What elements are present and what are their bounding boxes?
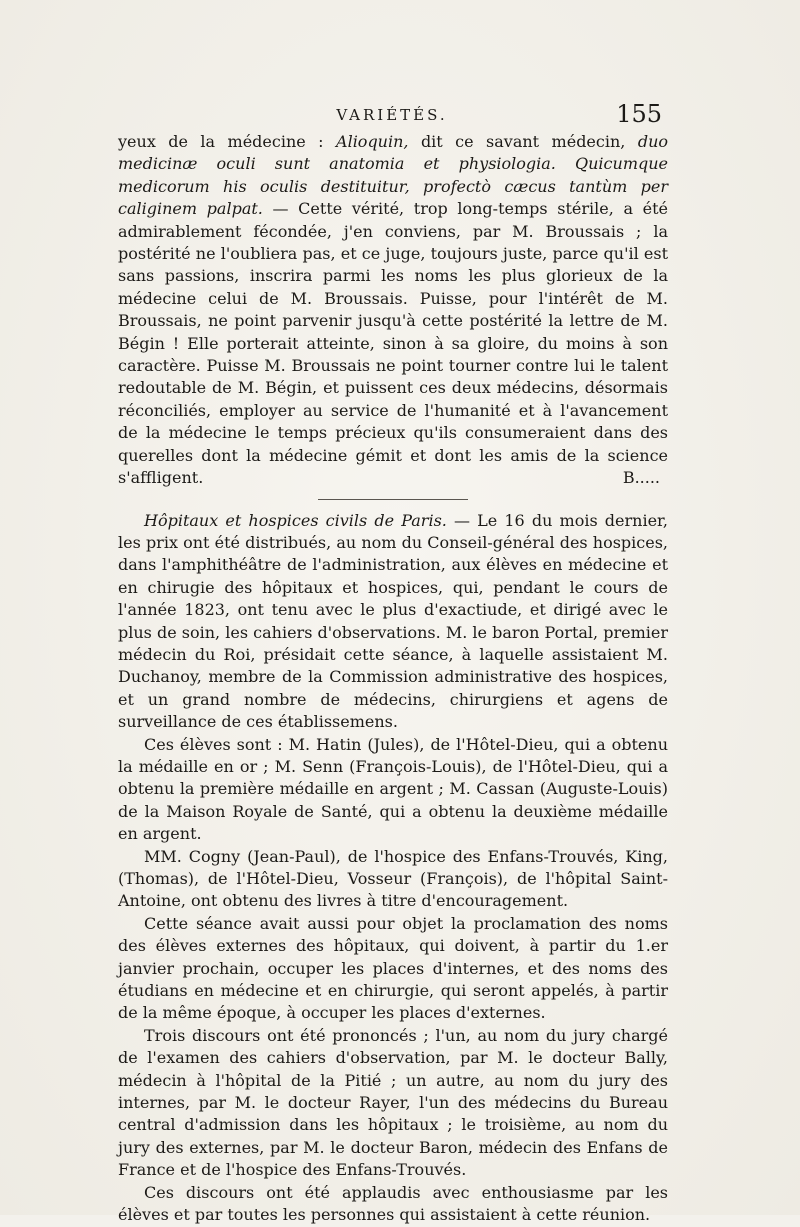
paragraph: MM. Cogny (Jean-Paul), de l'hospice des Enfans-Trouvés, King, (Thomas), de l'Hôtel-Dieu, Vosseur (François), de l'hôpital Saint-Antoine, ont obtenu des livres à titre d'encouragement. bbox=[118, 846, 668, 911]
text-run: — Le 16 du mois dernier, les prix ont été distribués, au nom du Conseil-général des hospices, dans l'amphithéâtre de l'administration, aux élèves en médecine et en chirugie des hôpitaux et hospices, qui, pendant le cours de l'année 1823, ont tenu avec le plus d'exactiude, et dirigé avec le plus de soin, les cahiers d'observations. M. le baron Portal, premier médecin du Roi, présidait cette séance, à laquelle assistaient M. Duchanoy, membre de la Commission administrative des hospices, et un grand nombre de médecins, chirurgiens et agens de surveillance de ces établissemens. bbox=[118, 510, 669, 732]
latin-quote: duo medicinæ oculi sunt anatomia et physiologia. Quicumque medicorum his oculis destituitur, profectò cæcus tantùm per caliginem palpat. bbox=[118, 132, 669, 219]
paragraph bbox=[118, 510, 668, 734]
paragraph-continuation bbox=[118, 131, 668, 490]
text-run: — Cette vérité, trop long-temps stérile, a été admirablement fécondée, j'en conviens, par M. Broussais ; la postérité ne l'oubliera pas, et ce juge, toujours juste, parce qu'il est sans passions, inscrira parmi les noms les plus glorieux de la médecine celui de M. Broussais. Puisse, pour l'intérêt de M. Broussais, ne point parvenir jusqu'à cette postérité la lettre de M. Bégin ! Elle porterait atteinte, sinon à sa gloire, du moins à son caractère. Puisse M. Broussais ne point tourner contre lui le talent redoutable de M. Bégin, et puissent ces deux médecins, désormais réconciliés, employer au service de l'humanité et à l'avancement de la médecine le temps précieux qu'ils consumeraient dans des querelles dont la médecine gémit et dont les amis de la science s'affligent. bbox=[118, 199, 668, 488]
text-run: yeux de la médecine : bbox=[118, 132, 337, 151]
paragraph: Cette séance avait aussi pour objet la proclamation des noms des élèves externes des hôpitaux, qui doivent, à partir du 1.er janvier prochain, occuper les places d'internes, et des noms des étudians en médecine et en chirurgie, qui seront appelés, à partir de la même époque, à occuper les places d'externes. bbox=[118, 913, 668, 1023]
text-run: dit ce savant médecin, bbox=[408, 132, 638, 151]
section-separator bbox=[118, 490, 668, 510]
running-head: VARIÉTÉS. bbox=[336, 106, 448, 124]
latin-quote: Alioquin, bbox=[336, 132, 409, 151]
page-number: 155 bbox=[616, 100, 662, 128]
separator-rule bbox=[318, 499, 468, 500]
paragraph: Trois discours ont été prononcés ; l'un, au nom du jury chargé de l'examen des cahiers d'observation, par M. le docteur Bally, médecin à l'hôpital de la Pitié ; un autre, au nom du jury des internes, par M. le docteur Rayer, l'un des médecins du Bureau central d'admission dans les hôpitaux ; le troisième, au nom du jury des externes, par M. le docteur Baron, médecin des Enfans de France et de l'hospice des Enfans-Trouvés. bbox=[118, 1025, 668, 1180]
section-heading: Hôpitaux et hospices civils de Paris. bbox=[144, 510, 447, 530]
author-signature: B..... bbox=[622, 468, 660, 488]
page-header bbox=[118, 100, 666, 130]
body-text bbox=[118, 131, 668, 1227]
paragraph: Ces élèves sont : M. Hatin (Jules), de l'Hôtel-Dieu, qui a obtenu la médaille en or ; M. Senn (François-Louis), de l'Hôtel-Dieu, qui a obtenu la première médaille en argent ; M. Cassan (Auguste-Louis) de la Maison Royale de Santé, qui a obtenu la deuxième médaille en argent. bbox=[118, 734, 668, 844]
paragraph: Ces discours ont été applaudis avec enthousiasme par les élèves et par toutes les personnes qui assistaient à cette réunion. bbox=[118, 1182, 668, 1225]
